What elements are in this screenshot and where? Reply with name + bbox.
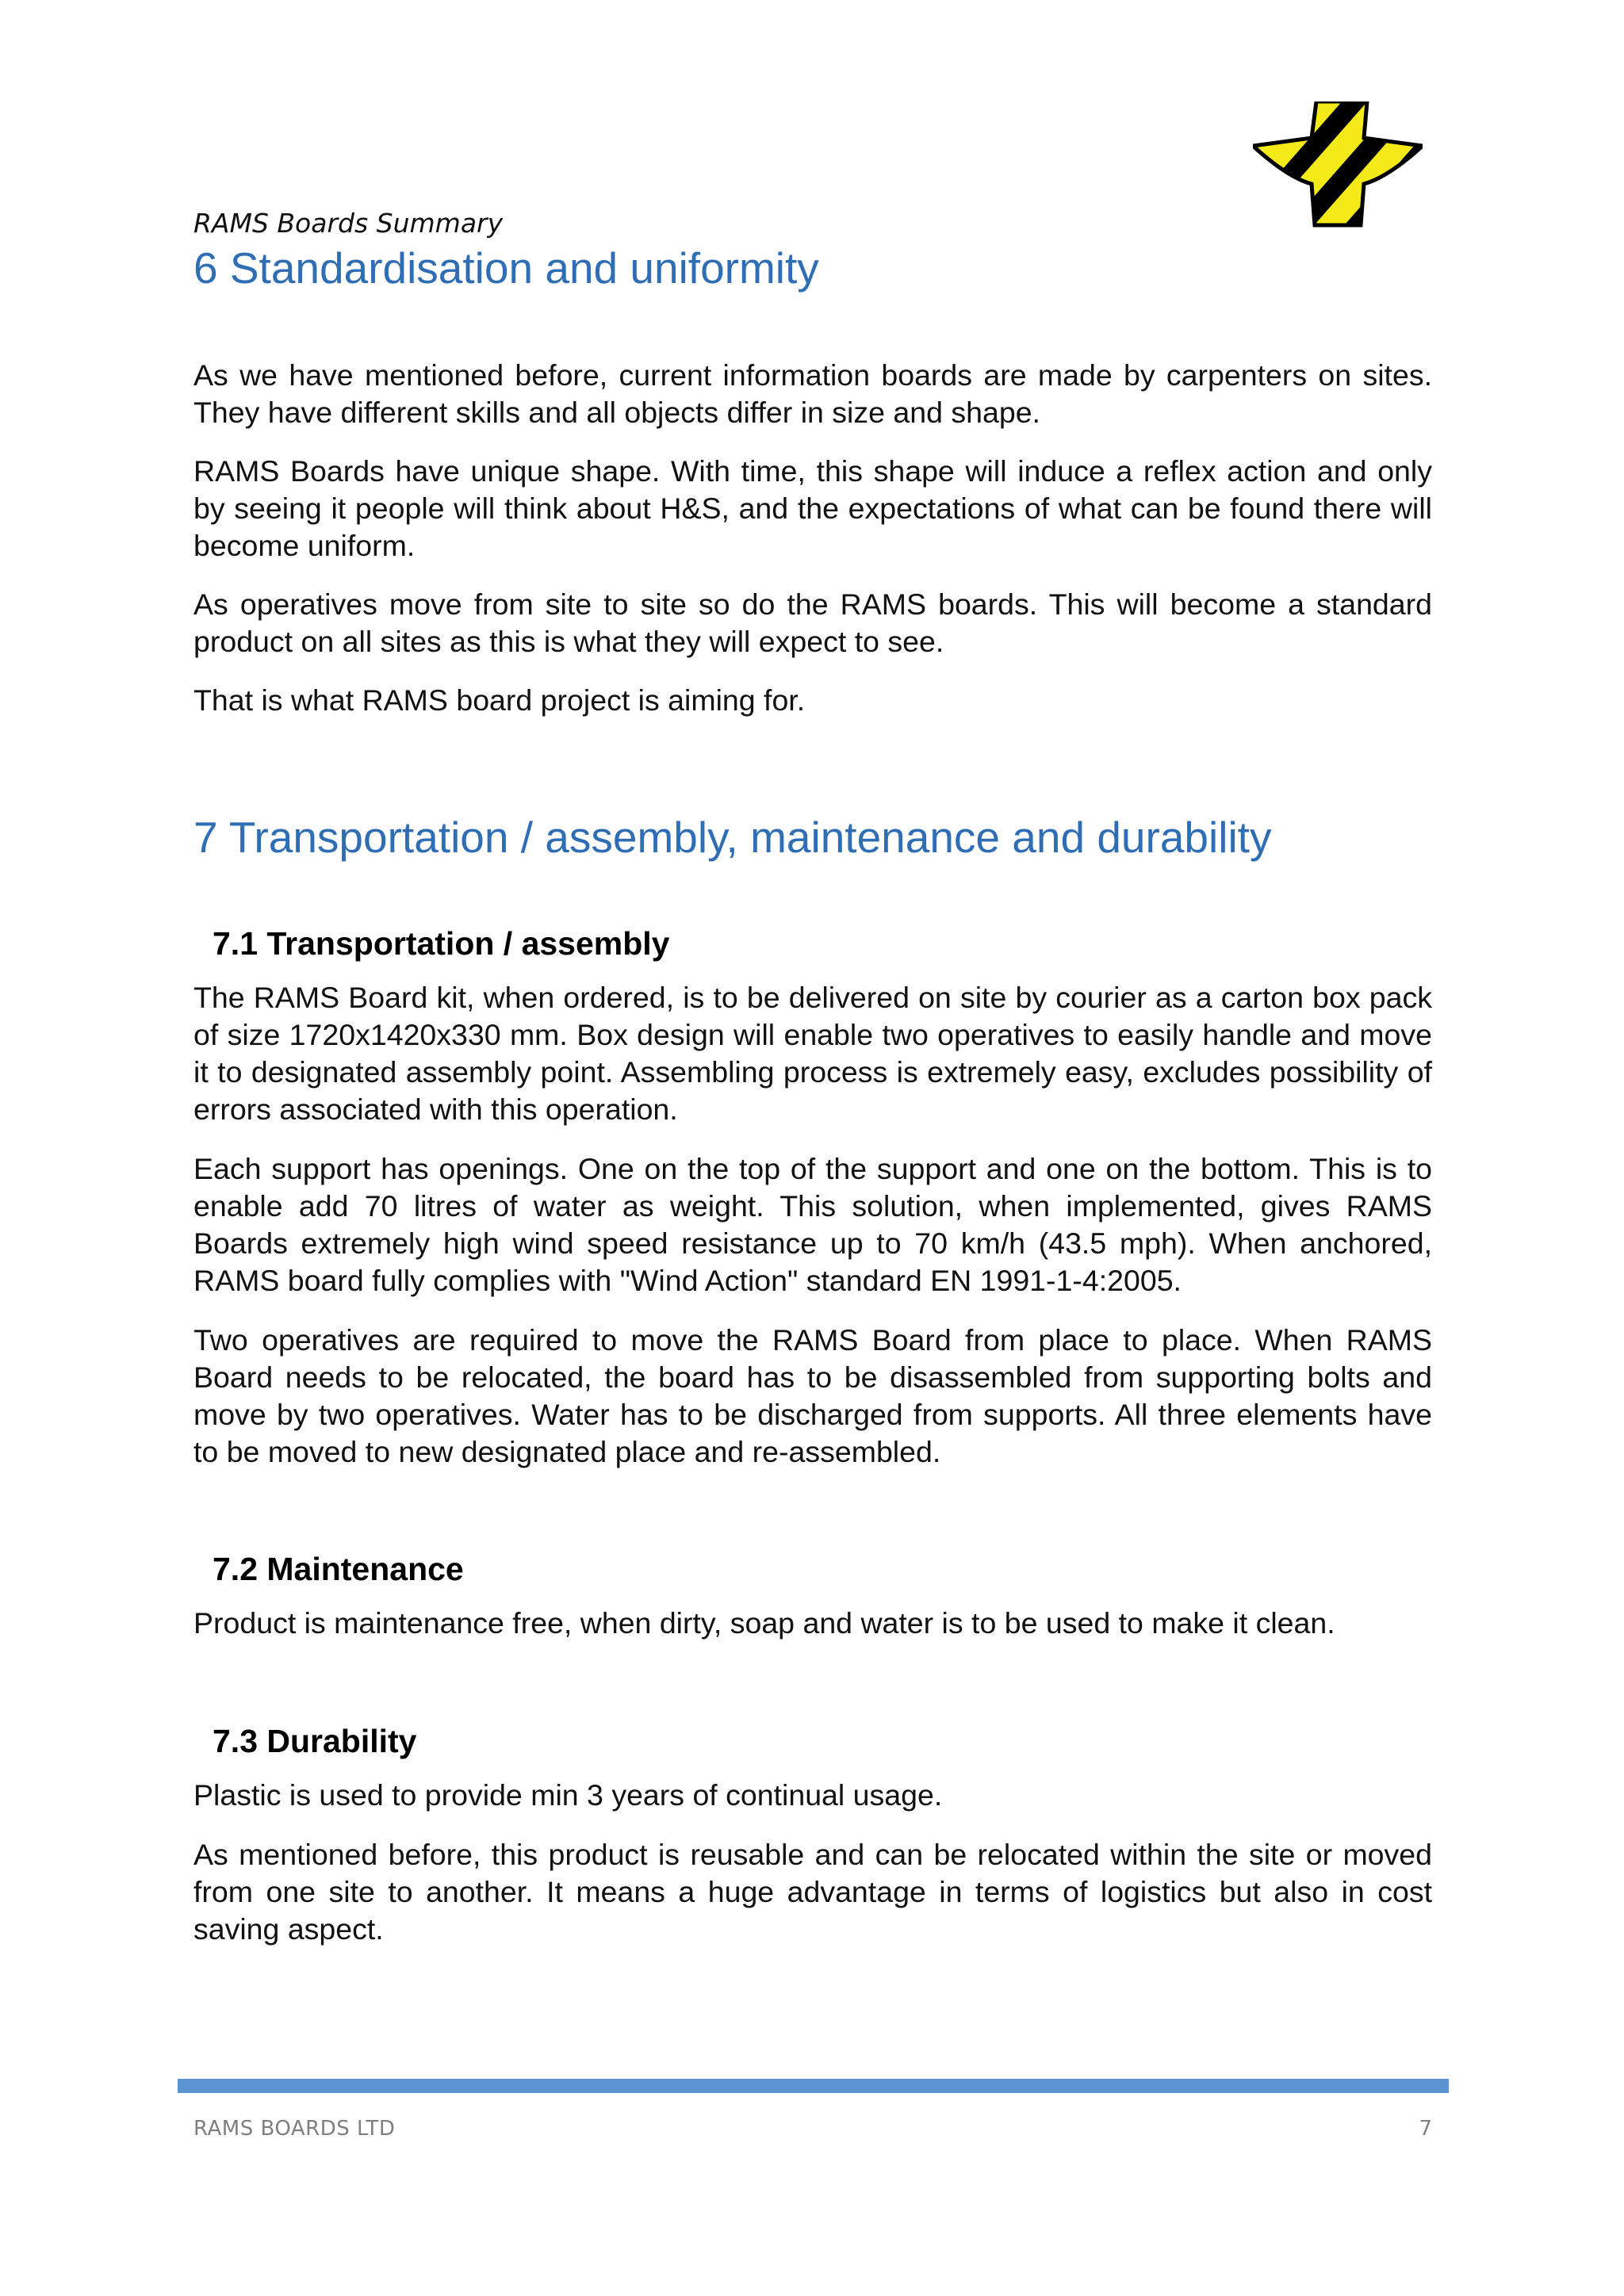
subsection-7-3-paragraph-2: As mentioned before, this product is reusable and can be relocated within the site or moved from one site to another. It means a huge advantage in terms of logistics but also in cost saving aspect. — [193, 1838, 1432, 1946]
subsection-7-2-heading: 7.2 Maintenance — [213, 1551, 464, 1587]
section-6-paragraph-1: As we have mentioned before, current information boards are made by carpenters on sites. They have different skills and all objects differ in size and shape. — [193, 358, 1432, 429]
subsection-7-3-paragraph-1: Plastic is used to provide min 3 years of continual usage. — [193, 1778, 943, 1812]
section-7-heading: 7 Transportation / assembly, maintenance and durability — [193, 813, 1272, 862]
section-6-paragraph-2: RAMS Boards have unique shape. With time, this shape will induce a reflex action and only by seeing it people will think about H&S, and the expectations of what can be found there will become uniform. — [193, 454, 1432, 562]
subsection-7-1-paragraph-3: Two operatives are required to move the RAMS Board from place to place. When RAMS Board needs to be relocated, the board has to be disassembled from supporting bolts and move by two operatives. Water has to be discharged from supports. All three elements have to be moved to new designated place and re-assembled. — [193, 1323, 1432, 1468]
footer-rule — [178, 2079, 1449, 2093]
section-6-paragraph-4: That is what RAMS board project is aiming for. — [193, 683, 806, 717]
subsection-7-3-heading: 7.3 Durability — [213, 1723, 417, 1759]
subsection-7-1-paragraph-2: Each support has openings. One on the top of the support and one on the bottom. This is to enable add 70 litres of water as weight. This solution, when implemented, gives RAMS Boards extremely high wind speed resistance up to 70 km/h (43.5 mph). When anchored, RAMS board fully complies with "Wind Action" standard EN 1991-1-4:2005. — [193, 1152, 1432, 1297]
hazard-stripe-cross-logo-icon — [1253, 101, 1423, 230]
running-header-title: RAMS Boards Summary — [193, 208, 504, 239]
subsection-7-1-paragraph-1: The RAMS Board kit, when ordered, is to be delivered on site by courier as a carton box pack of size 1720x1420x330 mm. Box design will enable two operatives to easily handle and move it to designated assembly point. Assembling process is extremely easy, excludes possibility of errors associated with this operation. — [193, 981, 1432, 1126]
subsection-7-1-heading: 7.1 Transportation / assembly — [213, 925, 670, 962]
section-6-heading: 6 Standardisation and uniformity — [193, 243, 819, 293]
footer-company-name: RAMS BOARDS LTD — [193, 2117, 396, 2141]
subsection-7-2-paragraph-1: Product is maintenance free, when dirty, soap and water is to be used to make it clean. — [193, 1606, 1335, 1640]
section-6-paragraph-3: As operatives move from site to site so do the RAMS boards. This will become a standard product on all sites as this is what they will expect to see. — [193, 587, 1432, 658]
footer-page-number: 7 — [1419, 2117, 1432, 2141]
